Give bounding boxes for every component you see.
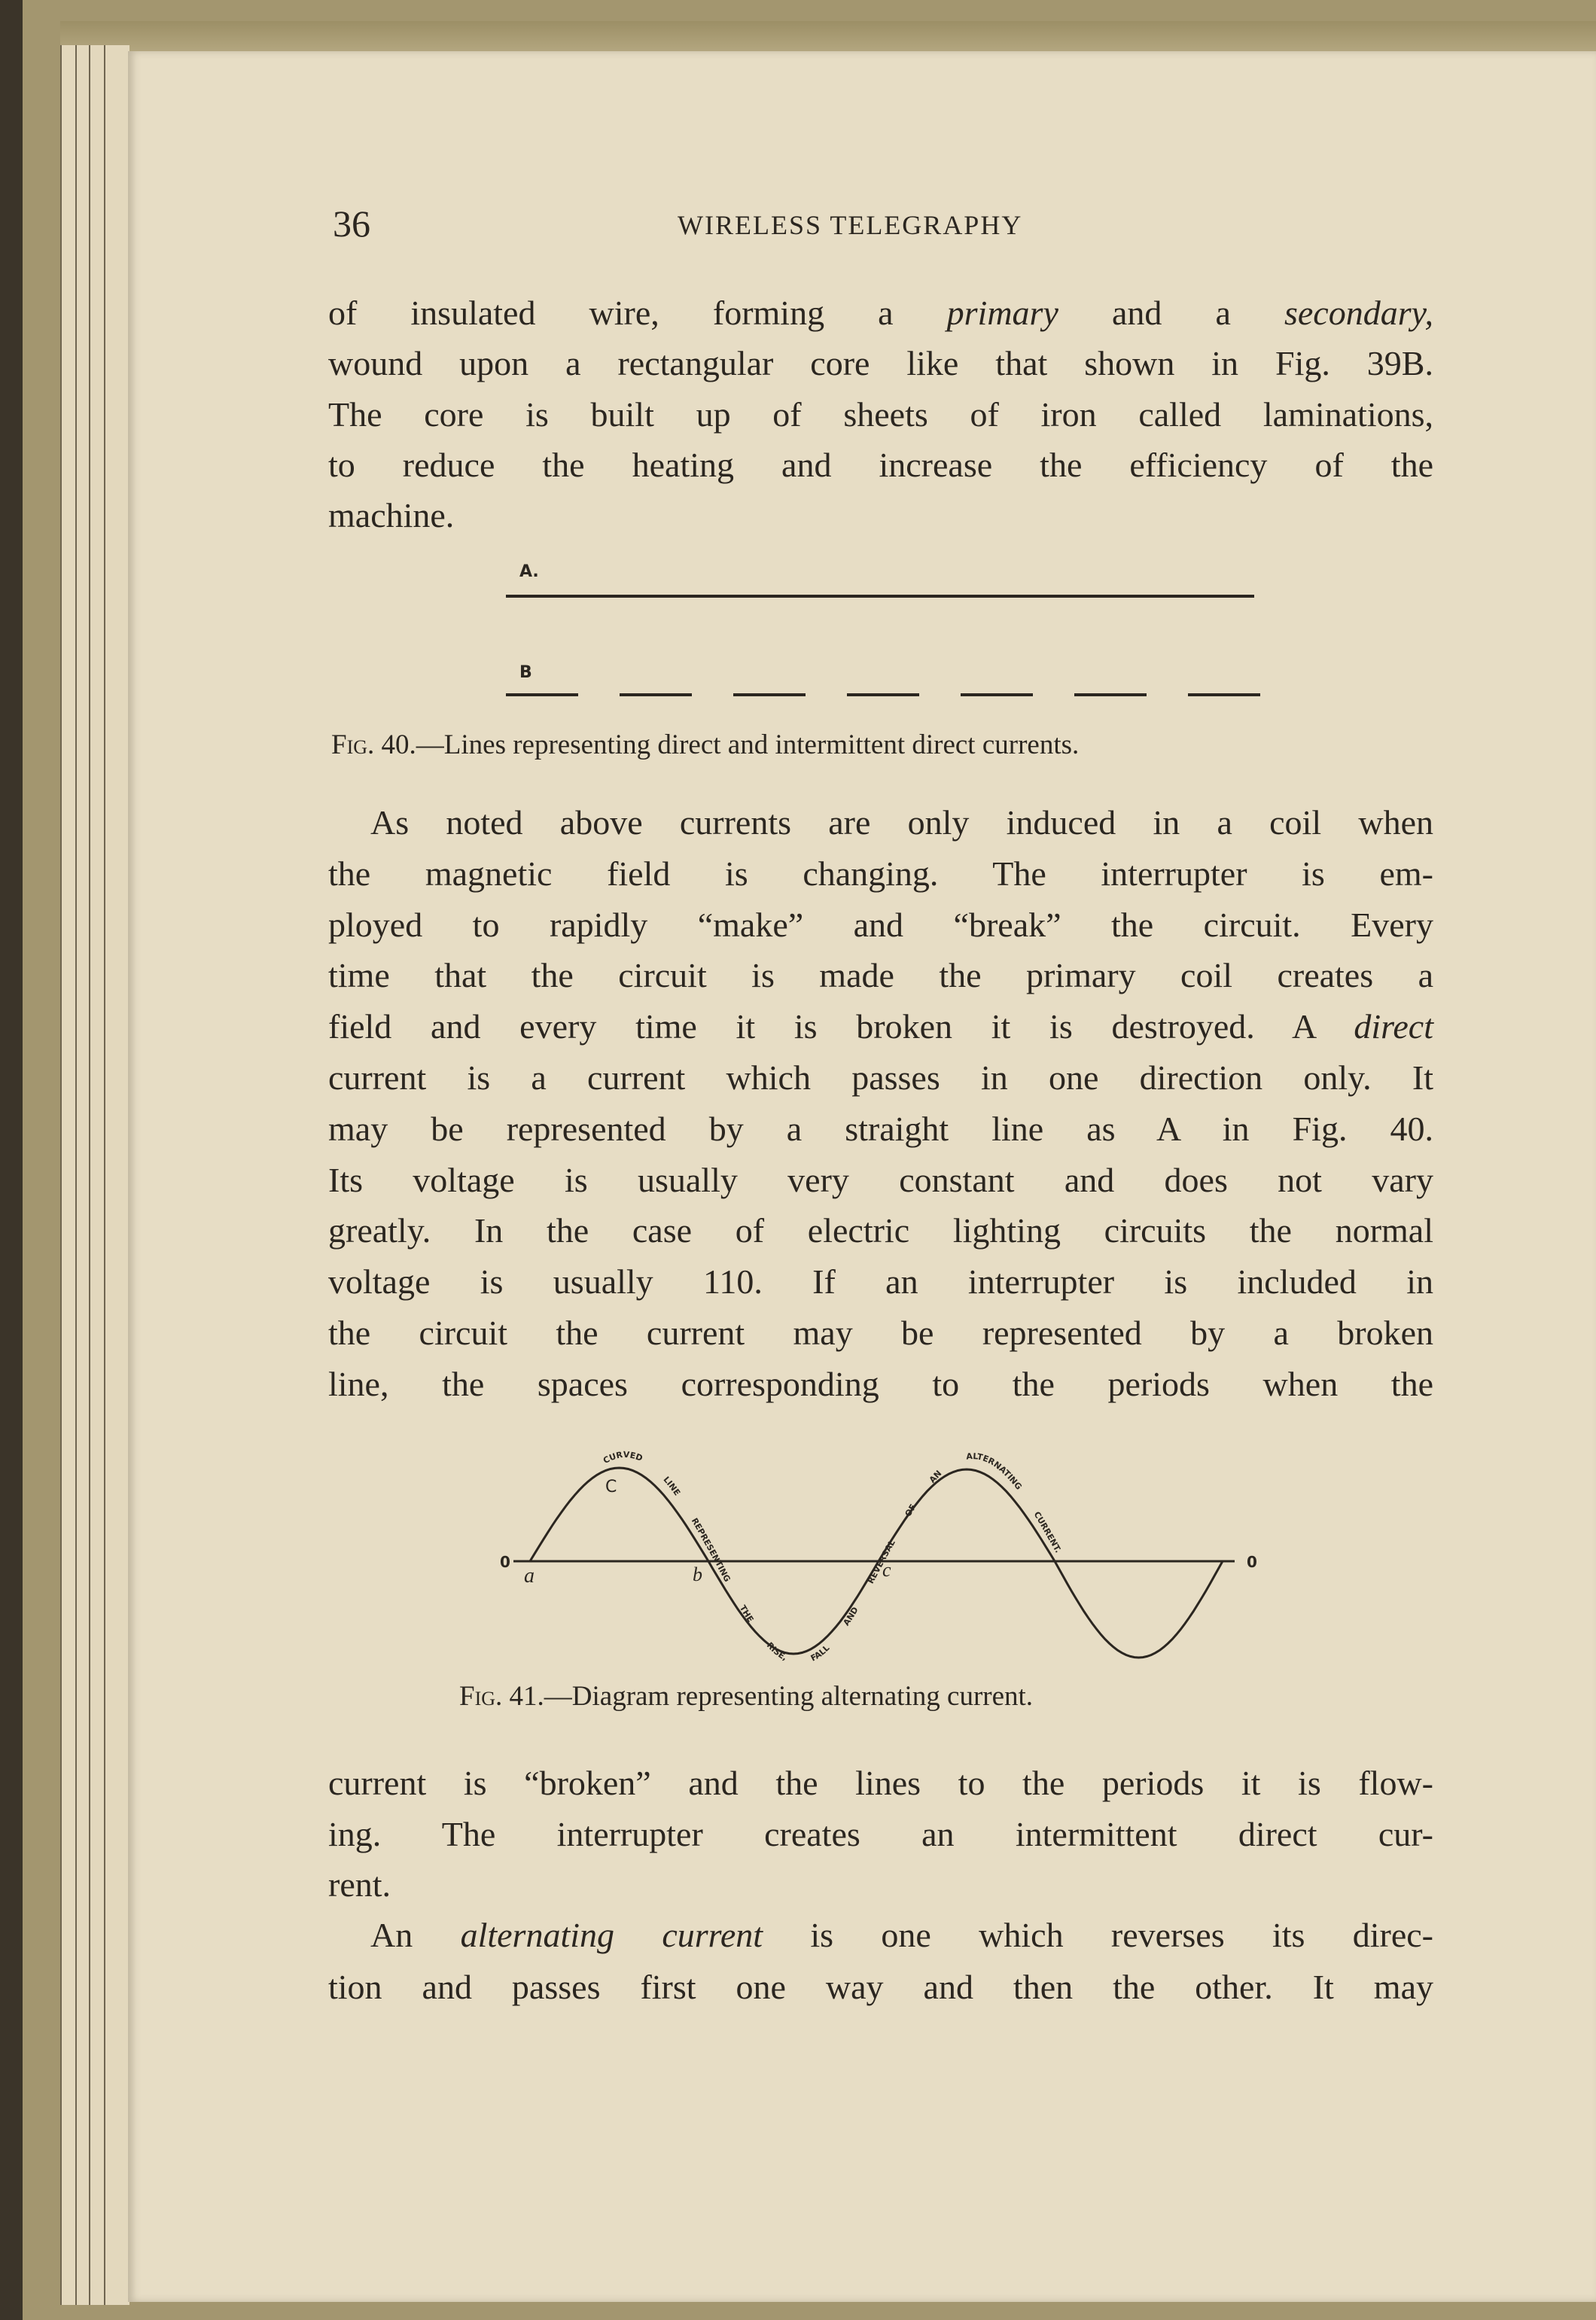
text-segment: time that the circuit is made the primary coil creates a	[328, 956, 1433, 994]
text-segment: greatly. In the case of electric lighting circuits the normal	[328, 1211, 1433, 1250]
axis-label-left: 0	[500, 1553, 510, 1571]
text-segment: The core is built up of sheets of iron called laminations,	[328, 395, 1433, 434]
italic-term: alternating current	[460, 1916, 763, 1954]
text-segment: As noted above currents are only induced in a coil when	[370, 803, 1433, 842]
text-segment: is one which reverses its direc-	[763, 1916, 1433, 1954]
text-segment: rent.	[328, 1865, 391, 1904]
fig40-caption	[331, 729, 1079, 761]
figure-41	[500, 1450, 1257, 1668]
text-segment: the magnetic field is changing. The interrupter is em-	[328, 854, 1433, 893]
point-label-c: c	[882, 1559, 891, 1581]
fig40-caption-text: —Lines representing direct and intermittent direct currents.	[416, 729, 1080, 760]
text-segment: wound upon a rectangular core like that shown in Fig. 39B.	[328, 344, 1433, 382]
text-segment: to reduce the heating and increase the efficiency of the	[328, 446, 1433, 484]
text-segment: An	[370, 1916, 461, 1954]
italic-term: primary	[946, 294, 1058, 332]
italic-term: secondary,	[1284, 294, 1433, 332]
text-segment: the circuit the current may be represented by a broken	[328, 1314, 1433, 1352]
running-title: WIRELESS TELEGRAPHY	[678, 210, 1023, 240]
text-segment: may be represented by a straight line as A in Fig. 40.	[328, 1110, 1433, 1148]
text-segment: of insulated wire, forming a	[328, 294, 947, 332]
peak-label: C	[605, 1478, 617, 1496]
fig41-caption	[459, 1680, 1033, 1713]
text-segment: ployed to rapidly “make” and “break” the circuit. Every	[328, 906, 1433, 944]
text-segment: tion and passes first one way and then the other. It may	[328, 1968, 1433, 2006]
text-segment: line, the spaces corresponding to the periods when the	[328, 1365, 1433, 1403]
text-segment: Its voltage is usually very constant and does not vary	[328, 1161, 1433, 1199]
text-segment: field and every time it is broken it is destroyed. A	[328, 1007, 1354, 1046]
point-label-b: b	[693, 1563, 702, 1585]
fig40-label-a: A.	[519, 562, 539, 581]
curve-annotation	[602, 1450, 1063, 1667]
page-number: 36	[333, 202, 370, 245]
fig40-label-b: B	[519, 663, 532, 682]
text-segment: voltage is usually 110. If an interrupter is included in	[328, 1262, 1433, 1301]
text-segment: and a	[1058, 294, 1284, 332]
curve-annotation-text: CURVED LINE REPRESENTING THE RISE, FALL AND REVERSAL OF AN ALTERNATING CURRENT.	[602, 1449, 1064, 1668]
point-label-a: a	[524, 1564, 535, 1588]
fig41-caption-prefix: Fig. 41.	[459, 1681, 544, 1712]
italic-term: direct	[1354, 1007, 1433, 1046]
text-segment: ing. The interrupter creates an intermittent direct cur-	[328, 1815, 1433, 1853]
fig41-caption-text: —Diagram representing alternating current.	[544, 1681, 1034, 1712]
axis-label-right: 0	[1247, 1553, 1257, 1571]
fig40-caption-prefix: Fig. 40.	[331, 729, 416, 760]
text-segment: machine.	[328, 496, 455, 534]
text-segment: current is a current which passes in one direction only. It	[328, 1058, 1433, 1097]
text-segment: current is “broken” and the lines to the periods it is flow-	[328, 1764, 1433, 1802]
